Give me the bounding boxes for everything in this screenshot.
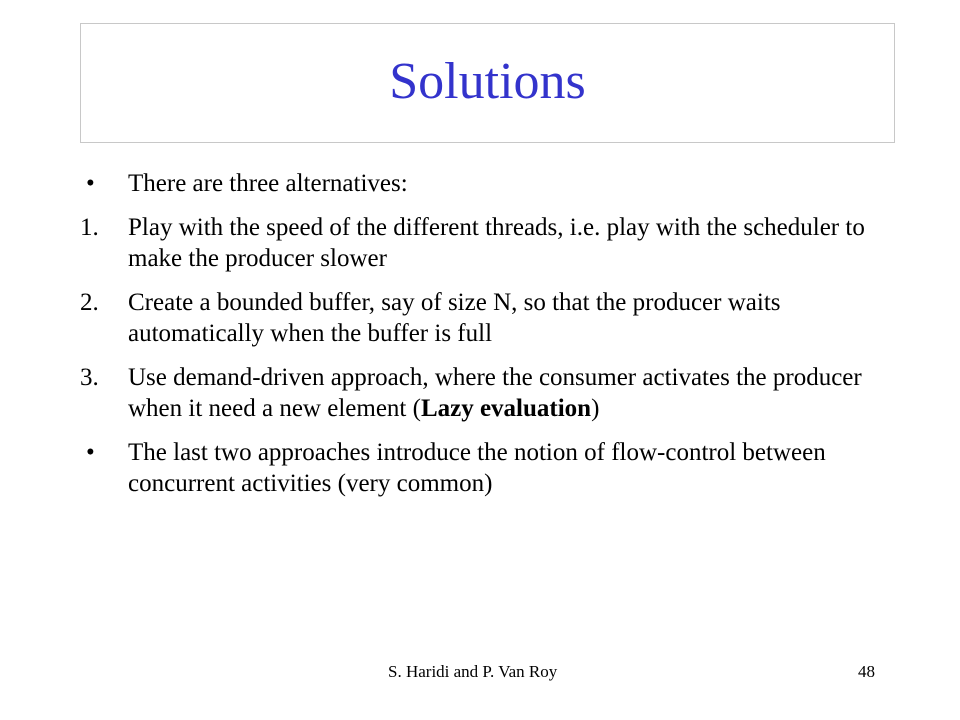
number-marker: 1. [80,214,99,241]
lazy-evaluation-term: Lazy evaluation [420,395,592,422]
list-item-text: Play with the speed of the different threads, i.e. play with the scheduler to make the producer slower [128,214,865,272]
bullet-list [80,168,910,512]
page-number: 48 [858,662,875,681]
list-item-text [128,362,910,424]
list-item-text: Create a bounded buffer, say of size N, so that the producer waits automatically when the buffer is full [128,289,781,347]
footer-author: S. Haridi and P. Van Roy [388,662,558,681]
list-item [80,168,910,199]
number-marker: 3. [80,364,99,391]
bullet-marker: • [86,439,95,466]
list-item-text: The last two approaches introduce the notion of flow-control between concurrent activities (very common) [128,439,826,497]
bullet-marker: • [86,170,95,197]
list-item [80,212,910,274]
list-item [80,287,910,349]
text-before-bold: Use demand-driven approach, where the consumer activates the producer when it need a new element ( [128,364,862,422]
list-item [80,437,910,499]
text-after-bold: ) [591,395,600,422]
list-item [80,362,910,424]
slide-title: Solutions [389,52,586,110]
number-marker: 2. [80,289,99,316]
list-item-text: There are three alternatives: [128,170,408,197]
title-box [80,23,895,143]
